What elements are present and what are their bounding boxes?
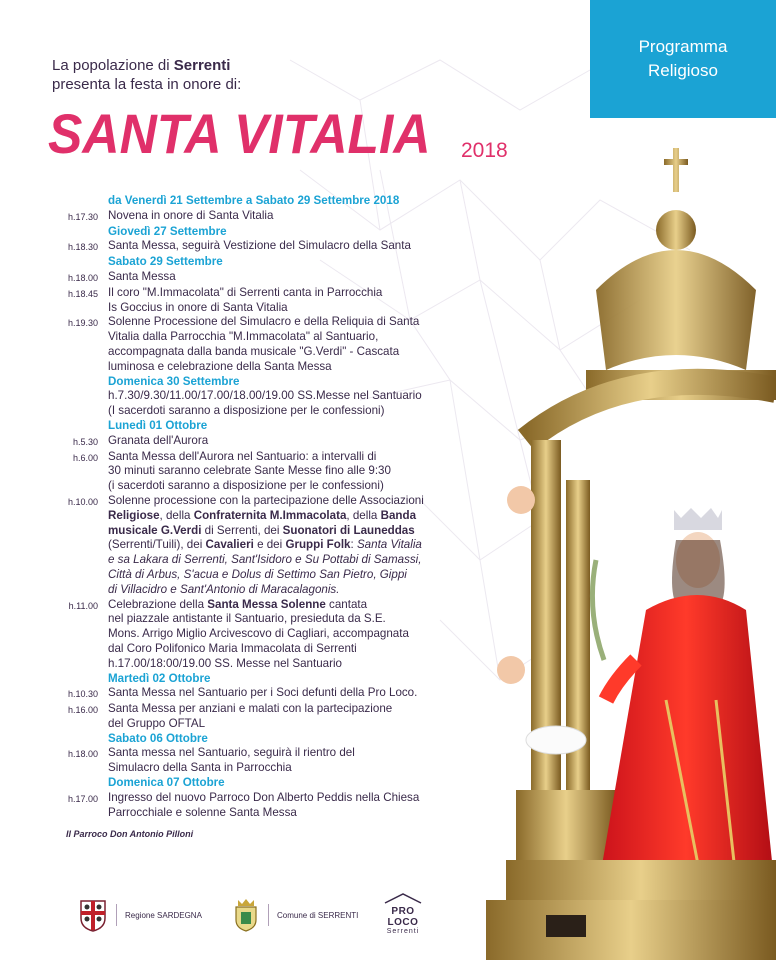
program-day-header <box>0 375 520 390</box>
program-day-label: Sabato 06 Ottobre <box>108 731 208 745</box>
program-type-box <box>590 0 776 118</box>
proloco-town: Serrenti <box>386 928 420 935</box>
program-list <box>0 194 520 820</box>
program-text: Celebrazione della Santa Messa Solenne cantata nel piazzale antistante il Santuario, presieduta da S.E. Mons. Arrigo Miglio Arcivescovo di Cagliari, accompagnata dal Coro Polifonico Maria Immacolata di Serrenti h.17.00/18:00/19.00 SS. Messe nel Santuario <box>108 597 409 670</box>
program-text: Santa Messa, seguirà Vestizione del Simulacro della Santa <box>108 239 411 253</box>
proloco-logo <box>378 892 428 935</box>
program-day-label: da Venerdì 21 Settembre a Sabato 29 Settembre 2018 <box>108 194 400 207</box>
intro-prefix: La popolazione di <box>52 57 174 74</box>
program-box-line2: Religioso <box>648 61 718 80</box>
program-text: Ingresso del nuovo Parroco Don Alberto Peddis nella Chiesa Parrocchiale e solenne Santa Messa <box>108 790 420 819</box>
regione-logo-group <box>78 898 202 932</box>
program-time <box>0 776 108 791</box>
program-text: Santa Messa per anziani e malati con la partecipazione del Gruppo OFTAL <box>108 702 393 730</box>
program-day-label: Giovedì 27 Settembre <box>108 224 227 238</box>
program-item <box>0 450 520 494</box>
program-box-line1: Programma <box>638 37 728 56</box>
program-time: h.6.00 <box>72 452 98 463</box>
program-item <box>0 389 520 419</box>
program-time: h.18.45 <box>67 288 98 299</box>
program-item <box>0 746 520 776</box>
program-item <box>0 315 520 374</box>
program-time: h.19.30 <box>67 318 98 329</box>
program-text: Santa Messa dell'Aurora nel Santuario: a intervalli di 30 minuti saranno celebrate Sante Messe fino alle 9:30 (i sacerdoti saranno a disposizione per le confessioni) <box>108 449 391 493</box>
program-item <box>0 494 520 598</box>
program-time <box>0 194 108 209</box>
program-item <box>0 598 520 672</box>
program-text: h.7.30/9.30/11.00/17.00/18.00/19.00 SS.Messe nel Santuario (I sacerdoti saranno a disposizione per le confessioni) <box>108 389 422 418</box>
program-time: h.10.00 <box>67 496 98 507</box>
serrenti-crest-icon <box>232 898 260 932</box>
program-day-label: Domenica 30 Settembre <box>108 374 240 388</box>
program-item <box>0 702 520 732</box>
program-time: h.17.30 <box>67 211 98 222</box>
program-time: h.16.00 <box>67 705 98 716</box>
program-day-label: Martedì 02 Ottobre <box>108 671 211 685</box>
program-item <box>0 791 520 821</box>
program-time <box>0 375 108 390</box>
program-time: h.17.00 <box>67 793 98 804</box>
proloco-label: PRO LOCO <box>387 906 419 928</box>
intro-line2: presenta la festa in onore di: <box>52 76 242 93</box>
intro-text <box>52 56 241 94</box>
program-day-header <box>0 255 520 270</box>
program-day-header <box>0 225 520 240</box>
program-time: h.18.00 <box>67 749 98 760</box>
program-item <box>0 209 520 225</box>
page-title: SANTA VITALIA <box>48 102 431 165</box>
program-text: Santa Messa <box>108 269 176 283</box>
program-time: h.10.30 <box>67 689 98 700</box>
program-text: Novena in onore di Santa Vitalia <box>108 208 274 222</box>
program-item <box>0 270 520 286</box>
intro-town: Serrenti <box>173 57 231 74</box>
program-time: h.18.30 <box>67 242 98 253</box>
santa-vitalia-statue-image <box>486 140 776 960</box>
program-time: h.18.00 <box>67 272 98 283</box>
regione-label: Regione SARDEGNA <box>125 910 202 920</box>
comune-label: Comune di SERRENTI <box>277 910 359 920</box>
program-time <box>0 732 108 747</box>
footer-logos <box>0 890 470 940</box>
program-day-header <box>0 672 520 687</box>
program-text: Santa messa nel Santuario, seguirà il rientro del Simulacro della Santa in Parrocchia <box>108 746 355 775</box>
title-year: 2018 <box>461 139 508 162</box>
program-time <box>0 389 108 419</box>
program-text: Solenne processione con la partecipazione delle Associazioni Religiose, della Confraternita M.Immacolata, della Banda musicale G.Verdi di Serrenti, dei Suonatori di Launeddas (Serrenti/Tuili), dei Cavalieri e dei Gruppi Folk: Santa Vitalia e sa Lakara di Serrenti, Sant'Isidoro e Su Pottabi di Samassi, Città di Arbus, S'acua e Dolus di Settimo San Pietro, Gippi di Villacidro e Sant'Antonio di Maracalagonis. <box>108 493 424 596</box>
program-time: h.11.00 <box>68 600 98 611</box>
program-day-header <box>0 776 520 791</box>
program-item <box>0 434 520 450</box>
program-text: Il coro "M.Immacolata" di Serrenti canta in Parrocchia Is Goccius in onore di Santa Vitalia <box>108 285 383 314</box>
program-time <box>0 255 108 270</box>
program-time: h.5.30 <box>72 436 98 447</box>
program-day-header <box>0 419 520 434</box>
program-item <box>0 239 520 255</box>
signature: Il Parroco Don Antonio Pilloni <box>66 829 194 839</box>
program-item <box>0 686 520 702</box>
program-time <box>0 225 108 240</box>
program-text: Santa Messa nel Santuario per i Soci defunti della Pro Loco. <box>108 686 418 700</box>
program-time <box>0 672 108 687</box>
program-item <box>0 286 520 316</box>
sardinia-coat-of-arms-icon <box>78 898 108 932</box>
program-day-header <box>0 194 520 209</box>
program-text: Solenne Processione del Simulacro e della Reliquia di Santa Vitalia dalla Parrocchia "M.Immacolata" al Santuario, accompagnata dalla banda musicale "G.Verdi" - Cascata luminosa e celebrazione della Santa Messa <box>108 315 420 373</box>
program-time <box>0 419 108 434</box>
program-day-label: Domenica 07 Ottobre <box>108 776 225 790</box>
program-day-header <box>0 732 520 747</box>
program-day-label: Lunedì 01 Ottobre <box>108 418 208 432</box>
program-text: Granata dell'Aurora <box>108 433 209 447</box>
proloco-roof-icon <box>383 892 423 904</box>
program-day-label: Sabato 29 Settembre <box>108 255 223 269</box>
comune-logo-group <box>232 898 358 932</box>
